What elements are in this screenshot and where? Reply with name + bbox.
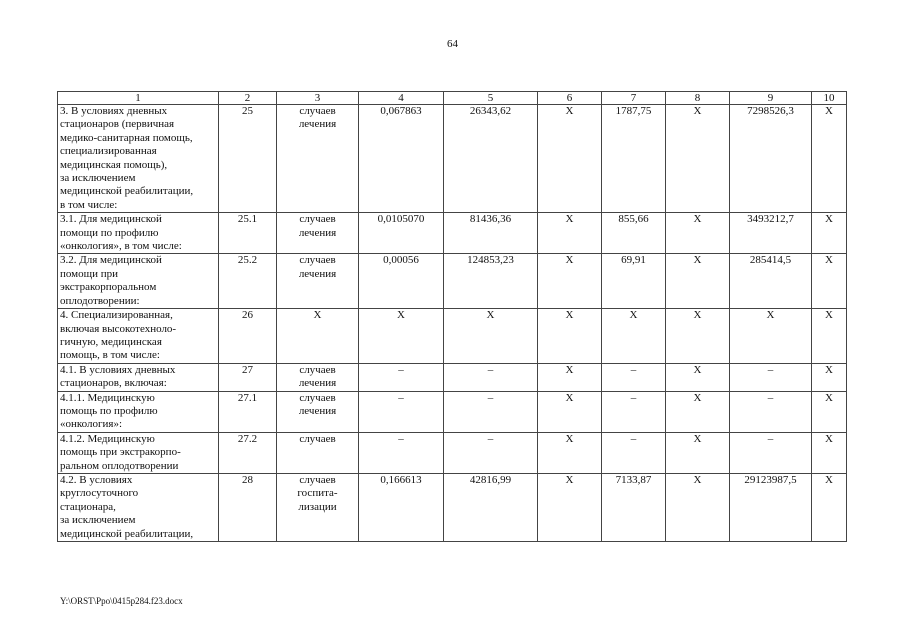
table-header-row [58,92,847,105]
row-code-cell: 26 [219,309,277,364]
value-cell: – [444,391,538,432]
value-cell: Х [666,309,730,364]
value-cell: Х [812,105,847,213]
value-cell: – [359,391,444,432]
value-cell: 0,0105070 [359,213,444,254]
value-cell: Х [666,432,730,473]
table-row [58,309,847,364]
value-cell: – [602,432,666,473]
value-cell: 69,91 [602,254,666,309]
value-cell: – [444,432,538,473]
value-cell: Х [666,473,730,541]
footer-file-path: Y:\ORST\Ppo\0415p284.f23.docx [60,596,183,606]
value-cell: Х [602,309,666,364]
data-table [57,91,847,542]
row-name-cell: 3. В условиях дневных стационаров (первичная медико-санитарная помощь, специализированная медицинская помощь), за исключением медицинской реабилитации, в том числе: [58,105,219,213]
value-cell: 7298526,3 [730,105,812,213]
row-name-cell: 4.1.1. Медицинскую помощь по профилю «онкология»: [58,391,219,432]
row-code-cell: 25.1 [219,213,277,254]
row-code-cell: 27 [219,363,277,391]
value-cell: 81436,36 [444,213,538,254]
row-name-cell: 3.1. Для медицинской помощи по профилю «онкология», в том числе: [58,213,219,254]
column-header: 2 [219,92,277,105]
value-cell: 855,66 [602,213,666,254]
value-cell: Х [812,309,847,364]
column-header: 1 [58,92,219,105]
value-cell: Х [666,254,730,309]
column-header: 10 [812,92,847,105]
value-cell: Х [666,391,730,432]
value-cell: Х [444,309,538,364]
row-code-cell: 25.2 [219,254,277,309]
value-cell: Х [538,254,602,309]
unit-cell: случаев лечения [277,105,359,213]
value-cell: Х [812,391,847,432]
value-cell: – [602,363,666,391]
page-number: 64 [447,38,458,50]
value-cell: Х [812,363,847,391]
value-cell: 26343,62 [444,105,538,213]
value-cell: 7133,87 [602,473,666,541]
value-cell: Х [538,363,602,391]
value-cell: Х [666,105,730,213]
row-code-cell: 27.2 [219,432,277,473]
table-row [58,105,847,213]
unit-cell: случаев [277,432,359,473]
unit-cell: случаев лечения [277,391,359,432]
value-cell: – [444,363,538,391]
value-cell: 0,166613 [359,473,444,541]
column-header: 3 [277,92,359,105]
value-cell: 285414,5 [730,254,812,309]
value-cell: – [602,391,666,432]
value-cell: Х [730,309,812,364]
column-header: 4 [359,92,444,105]
table-row [58,363,847,391]
value-cell: – [730,432,812,473]
row-code-cell: 28 [219,473,277,541]
row-code-cell: 27.1 [219,391,277,432]
value-cell: – [730,391,812,432]
unit-cell: случаев лечения [277,254,359,309]
table-row [58,391,847,432]
column-header: 8 [666,92,730,105]
value-cell: 29123987,5 [730,473,812,541]
unit-cell: случаев госпита- лизации [277,473,359,541]
value-cell: Х [812,473,847,541]
value-cell: Х [538,391,602,432]
row-name-cell: 4.2. В условиях круглосуточного стационара, за исключением медицинской реабилитации, [58,473,219,541]
value-cell: Х [538,105,602,213]
row-name-cell: 4.1.2. Медицинскую помощь при экстракорпо- ральном оплодотворении [58,432,219,473]
value-cell: Х [666,363,730,391]
table-row [58,473,847,541]
value-cell: 1787,75 [602,105,666,213]
row-name-cell: 3.2. Для медицинской помощи при экстракорпоральном оплодотворении: [58,254,219,309]
value-cell: Х [538,309,602,364]
value-cell: – [359,432,444,473]
value-cell: 124853,23 [444,254,538,309]
row-code-cell: 25 [219,105,277,213]
table-row [58,254,847,309]
value-cell: 0,067863 [359,105,444,213]
value-cell: – [359,363,444,391]
value-cell: Х [359,309,444,364]
table-row [58,213,847,254]
value-cell: Х [812,254,847,309]
column-header: 6 [538,92,602,105]
value-cell: Х [538,473,602,541]
value-cell: Х [538,213,602,254]
value-cell: 3493212,7 [730,213,812,254]
column-header: 9 [730,92,812,105]
row-name-cell: 4.1. В условиях дневных стационаров, включая: [58,363,219,391]
table-row [58,432,847,473]
value-cell: Х [666,213,730,254]
value-cell: 42816,99 [444,473,538,541]
row-name-cell: 4. Специализированная, включая высокотехноло- гичную, медицинская помощь, в том числе: [58,309,219,364]
value-cell: Х [812,213,847,254]
value-cell: 0,00056 [359,254,444,309]
value-cell: Х [812,432,847,473]
unit-cell: случаев лечения [277,363,359,391]
column-header: 5 [444,92,538,105]
unit-cell: Х [277,309,359,364]
value-cell: Х [538,432,602,473]
column-header: 7 [602,92,666,105]
unit-cell: случаев лечения [277,213,359,254]
value-cell: – [730,363,812,391]
